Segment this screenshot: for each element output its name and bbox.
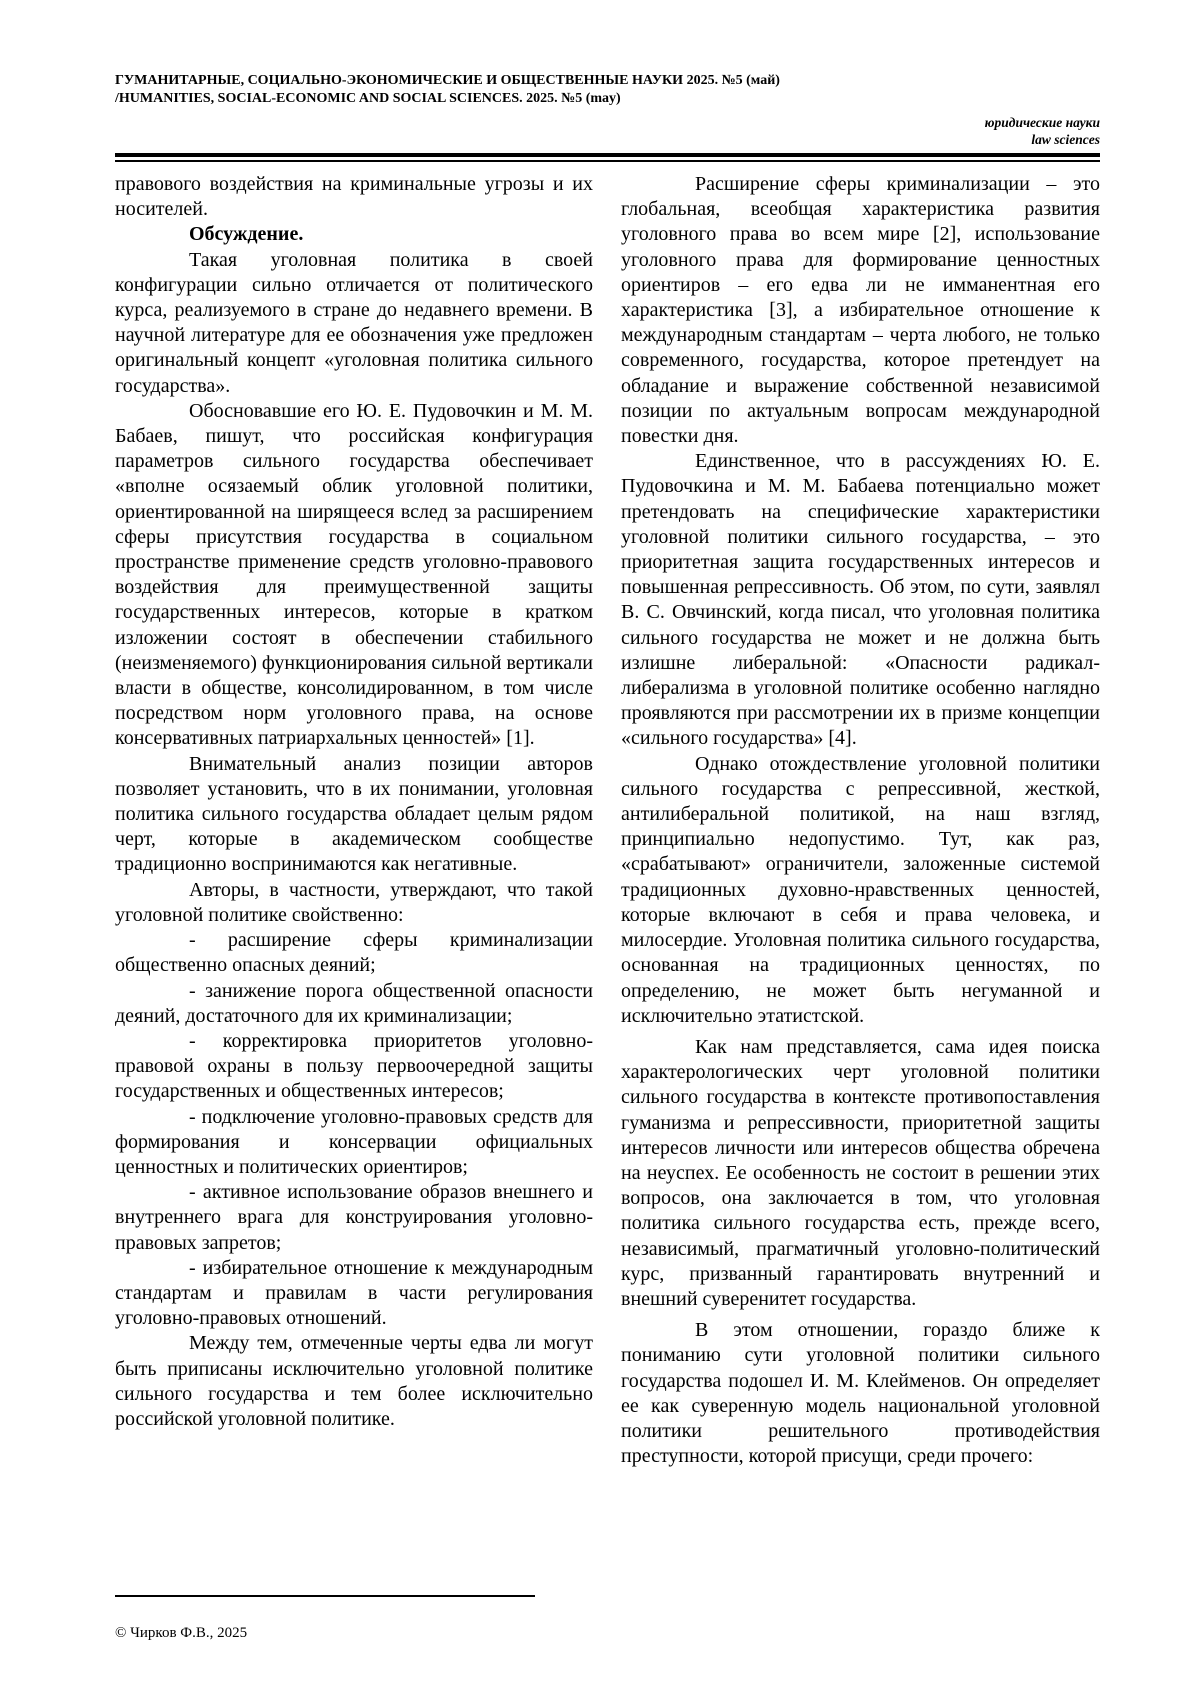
paragraph: Внимательный анализ позиции авторов позволяет установить, что в их понимании, уголовная политика сильного государства обладает целым рядом черт, которые в академическом сообществе традиционно воспринимаются как негативные. [115, 752, 593, 876]
list-item: - подключение уголовно-правовых средств для формирования и консервации официальных ценностных и политических ориентиров; [115, 1105, 593, 1178]
paragraph: Такая уголовная политика в своей конфигурации сильно отличается от политического курса, реализуемого в стране до недавнего времени. В научной литературе для ее обозначения уже предложен оригинальный концепт «уголовная политика сильного государства». [115, 248, 593, 397]
journal-title-en: /HUMANITIES, SOCIAL-ECONOMIC AND SOCIAL SCIENCES. 2025. №5 (may) [115, 91, 621, 106]
copyright-footnote: © Чирков Ф.В., 2025 [115, 1625, 248, 1641]
journal-title-ru: ГУМАНИТАРНЫЕ, СОЦИАЛЬНО-ЭКОНОМИЧЕСКИЕ И ОБЩЕСТВЕННЫЕ НАУКИ 2025. №5 (май) [115, 73, 780, 88]
paragraph: В этом отношении, гораздо ближе к пониманию сути уголовной политики сильного государства подошел И. М. Клейменов. Он определяет ее как суверенную модель национальной уголовной политики решительного противодействия преступности, которой присущи, среди прочего: [621, 1319, 1100, 1468]
running-header [115, 72, 1100, 108]
paragraph: Как нам представляется, сама идея поиска характерологических черт уголовной политики сильного государства в контексте противопоставления гуманизма и репрессивности, приоритетной защиты интересов личности или интересов общества обречена на неуспех. Ее особенность не состоит в решении этих вопросов, она заключается в том, что уголовная политика сильного государства есть, прежде всего, независимый, прагматичный уголовно-политический курс, призванный гарантировать внутренний и внешний суверенитет государства. [621, 1035, 1100, 1310]
left-column [115, 172, 593, 1432]
footnote-rule [115, 1595, 535, 1597]
section-heading-discussion: Обсуждение. [189, 223, 304, 246]
paragraph: правового воздействия на криминальные угрозы и их носителей. [115, 173, 593, 221]
paragraph: Между тем, отмеченные черты едва ли могут быть приписаны исключительно уголовной политике сильного государства и тем более исключительно российской уголовной политике. [115, 1332, 593, 1430]
list-item: - занижение порога общественной опасности деяний, достаточного для их криминализации; [115, 979, 593, 1027]
paragraph: Единственное, что в рассуждениях Ю. Е. Пудовочкина и М. М. Бабаева потенциально может претендовать на специфические характеристики уголовной политики сильного государства, – это приоритетная защита государственных интересов и повышенная репрессивность. Об этом, по сути, заявлял В. С. Овчинский, когда писал, что уголовная политика сильного государства не может и не должна быть излишне либеральной: «Опасности радикал-либерализма в уголовной политике особенно наглядно проявляются при рассмотрении их в призме концепции «сильного государства» [4]. [621, 450, 1100, 750]
section-label-en: law sciences [1031, 132, 1100, 147]
right-column [621, 172, 1100, 1469]
list-item: - расширение сферы криминализации общественно опасных деяний; [115, 929, 593, 977]
paragraph: Обосновавшие его Ю. Е. Пудовочкин и М. М. Бабаев, пишут, что российская конфигурация параметров сильного государства обеспечивает «вполне осязаемый облик уголовной политики, ориентированной на ширящееся вслед за расширением сферы присутствия государства в социальном пространстве применение средств уголовно-правового воздействия для преимущественной защиты государственных интересов, которые в кратком изложении состоят в обеспечении стабильного (неизменяемого) функционирования сильной вертикали власти в обществе, консолидированном, в том числе посредством норм уголовного права, на основе консервативных патриархальных ценностей» [1]. [115, 399, 593, 750]
paragraph: Авторы, в частности, утверждают, что такой уголовной политике свойственно: [115, 878, 593, 926]
list-item: - корректировка приоритетов уголовно-правовой охраны в пользу первоочередной защиты государственных и общественных интересов; [115, 1029, 593, 1103]
header-rule-thin [115, 160, 1100, 162]
paragraph: Однако отождествление уголовной политики сильного государства с репрессивной, жесткой, антилиберальной политикой, на наш взгляд, принципиально недопустимо. Тут, как раз, «срабатывают» ограничители, заложенные системой традиционных духовно-нравственных ценностей, которые включают в себя и права человека, и милосердие. Уголовная политика сильного государства, основанная на традиционных ценностях, по определению, не может быть негуманной и исключительно этатистской. [621, 752, 1100, 1027]
section-label-ru: юридические науки [984, 115, 1100, 130]
header-rule-thick [115, 153, 1100, 157]
paragraph: Расширение сферы криминализации – это глобальная, всеобщая характеристика развития уголовного права во всем мире [2], использование уголовного права для формирование ценностных ориентиров – его едва ли не имманентная его характеристика [3], а избирательное отношение к международным стандартам – черта любого, не только современного, государства, которое претендует на обладание и выражение собственной независимой позиции по актуальным вопросам международной повестки дня. [621, 173, 1100, 448]
section-label [985, 114, 1100, 148]
list-item: - активное использование образов внешнего и внутреннего врага для конструирования уголовно-правовых запретов; [115, 1181, 593, 1254]
list-item: - избирательное отношение к международным стандартам и правилам в части регулирования уголовно-правовых отношений. [115, 1256, 593, 1330]
